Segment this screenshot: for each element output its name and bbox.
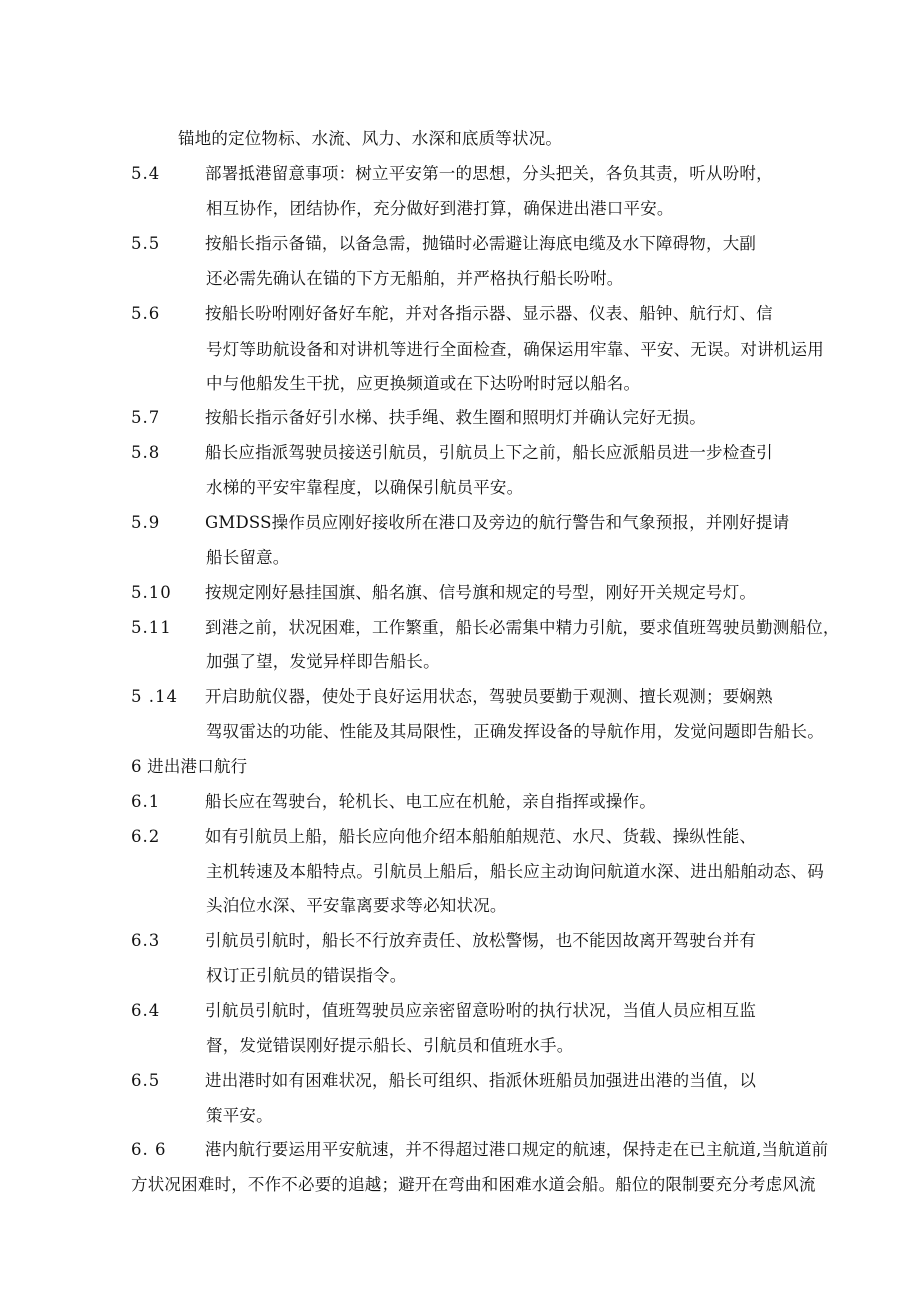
- item-number: 5.7: [131, 408, 161, 427]
- text-line: 主机转速及本船特点。引航员上船后，船长应主动询问航道水深、进出船舶动态、码: [206, 862, 824, 881]
- item-number: 5.6: [131, 304, 161, 323]
- text-line: 策平安。: [206, 1106, 273, 1125]
- text-line: 锚地的定位物标、水流、风力、水深和底质等状况。: [178, 129, 563, 148]
- text-line: 驾驭雷达的功能、性能及其局限性，正确发挥设备的导航作用，发觉问题即告船长。: [206, 722, 824, 741]
- text-line: 港内航行要运用平安航速，并不得超过港口规定的航速，保持走在已主航道,当航道前: [205, 1140, 829, 1159]
- text-line: 按规定刚好悬挂国旗、船名旗、信号旗和规定的号型，刚好开关规定号灯。: [205, 583, 757, 602]
- text-line: 开启助航仪器，使处于良好运用状态，驾驶员要勤于观测、擅长观测；要娴熟: [205, 687, 773, 706]
- text-line: 中与他船发生干扰，应更换频道或在下达吩咐时冠以船名。: [206, 374, 641, 393]
- text-line: 进出港时如有困难状况，船长可组织、指派休班船员加强进出港的当值，以: [205, 1071, 757, 1090]
- item-number: 6.5: [131, 1071, 161, 1090]
- text-line: 按船长指示备锚，以备急需，抛锚时必需避让海底电缆及水下障碍物，大副: [205, 234, 757, 253]
- text-line: 引航员引航时，值班驾驶员应亲密留意吩咐的执行状况，当值人员应相互监: [205, 1001, 757, 1020]
- item-number: 5.10: [131, 583, 172, 602]
- text-line: 引航员引航时，船长不行放弃责任、放松警惕，也不能因故离开驾驶台并有: [205, 931, 757, 950]
- item-number: 5.11: [131, 618, 172, 637]
- text-line: 按船长指示备好引水梯、扶手绳、救生圈和照明灯并确认完好无损。: [205, 408, 706, 427]
- text-line: 船长留意。: [206, 548, 290, 567]
- text-line: 头泊位水深、平安靠离要求等必知状况。: [206, 896, 507, 915]
- text-line: 到港之前，状况困难，工作繁重，船长必需集中精力引航，要求值班驾驶员勤测船位，: [205, 618, 840, 637]
- item-number: 6.3: [131, 931, 161, 950]
- text-line: 船长应在驾驶台，轮机长、电工应在机舱，亲自指挥或操作。: [205, 792, 656, 811]
- item-number: 5.4: [131, 164, 161, 183]
- text-line: 号灯等助航设备和对讲机等进行全面检查，确保运用牢靠、平安、无误。对讲机运用: [206, 340, 824, 359]
- item-number: 5.8: [131, 443, 161, 462]
- text-line: 相互协作，团结协作，充分做好到港打算，确保进出港口平安。: [206, 199, 674, 218]
- item-number: 6. 6: [131, 1140, 167, 1159]
- text-line: 水梯的平安牢靠程度，以确保引航员平安。: [206, 478, 524, 497]
- section-heading: 6 进出港口航行: [131, 757, 248, 776]
- item-number: 6.1: [131, 792, 161, 811]
- text-line: 如有引航员上船，船长应向他介绍本船舶舶规范、水尺、货载、操纵性能、: [205, 827, 757, 846]
- text-line: 还必需先确认在锚的下方无船舶，并严格执行船长吩咐。: [206, 269, 624, 288]
- item-number: 5 .14: [131, 687, 178, 706]
- text-line: 船长应指派驾驶员接送引航员，引航员上下之前，船长应派船员进一步检查引: [205, 443, 773, 462]
- text-line: 按船长吩咐刚好备好车舵，并对各指示器、显示器、仪表、船钟、航行灯、信: [205, 304, 773, 323]
- item-number: 5.9: [131, 513, 161, 532]
- text-line: GMDSS操作员应刚好接收所在港口及旁边的航行警告和气象预报，并刚好提请: [205, 513, 790, 532]
- text-line: 督，发觉错误刚好提示船长、引航员和值班水手。: [206, 1036, 574, 1055]
- text-line: 方状况困难时，不作不必要的追越；避开在弯曲和困难水道会船。船位的限制要充分考虑风流: [131, 1175, 816, 1194]
- item-number: 6.4: [131, 1001, 161, 1020]
- text-line: 权订正引航员的错误指令。: [206, 966, 407, 985]
- text-line: 加强了望，发觉异样即告船长。: [206, 652, 440, 671]
- item-number: 5.5: [131, 234, 161, 253]
- text-line: 部署抵港留意事项：树立平安第一的思想，分头把关，各负其责，听从吩咐，: [205, 164, 773, 183]
- item-number: 6.2: [131, 827, 161, 846]
